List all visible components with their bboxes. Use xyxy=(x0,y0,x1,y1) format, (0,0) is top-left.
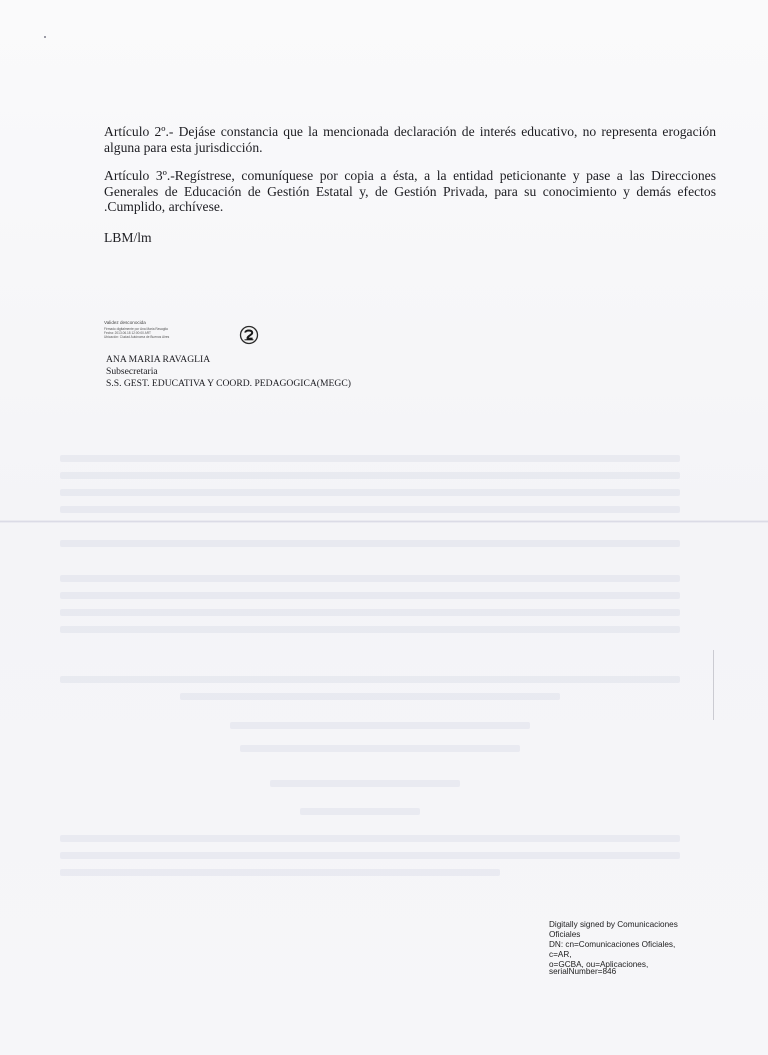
article-3-paragraph: Artículo 3º.-Regístrese, comuníquese por copia a ésta, a la entidad peticionante y pase a las Direcciones Generales de Educación de Gestión Estatal y, de Gestión Privada, para su conocimiento y demás efectos .Cumplido, archívese. xyxy=(104,168,716,214)
bleed-through-line xyxy=(300,808,420,815)
bleed-through-line xyxy=(60,506,680,513)
bleed-through-line xyxy=(60,626,680,633)
bleed-through-line xyxy=(60,676,680,683)
unknown-validity-icon xyxy=(238,324,260,346)
signature-validation-block xyxy=(104,320,214,339)
bleed-through-line xyxy=(230,722,530,729)
digsig-line: serialNumber=846 xyxy=(549,967,617,976)
digsig-line: Oficiales xyxy=(549,930,581,939)
bleed-through-line xyxy=(60,869,500,876)
bleed-through-line xyxy=(60,609,680,616)
paper-fold xyxy=(0,520,768,523)
digsig-line: Digitally signed by Comunicaciones xyxy=(549,920,678,929)
digsig-line: DN: cn=Comunicaciones Oficiales, c=AR, xyxy=(549,940,676,959)
bleed-through-line xyxy=(60,592,680,599)
scan-mark xyxy=(713,650,714,720)
bleed-through-line xyxy=(60,540,680,547)
digsig-line: o=GCBA, ou=Aplicaciones, xyxy=(549,960,649,969)
signer-role: Subsecretaria xyxy=(106,366,158,377)
validation-status: Validez desconocida xyxy=(104,320,146,325)
bleed-through-line xyxy=(60,852,680,859)
bleed-through-line xyxy=(240,745,520,752)
bleed-through-line xyxy=(60,835,680,842)
validation-line: Fecha: 2013.06.18 12:00:00 ART xyxy=(104,331,151,335)
bleed-through-line xyxy=(60,472,680,479)
signer-block xyxy=(106,354,351,390)
digital-signature-stamp xyxy=(549,920,699,976)
initials-reference: LBM/lm xyxy=(104,230,152,245)
bleed-through-line xyxy=(180,693,560,700)
article-2-paragraph: Artículo 2º.- Dejáse constancia que la mencionada declaración de interés educativo, no representa erogación alguna para esta jurisdicción. xyxy=(104,124,716,155)
bleed-through-line xyxy=(60,455,680,462)
signer-office: S.S. GEST. EDUCATIVA Y COORD. PEDAGOGICA(MEGC) xyxy=(106,378,351,389)
bleed-through-line xyxy=(270,780,460,787)
signer-name: ANA MARIA RAVAGLIA xyxy=(106,354,211,365)
validation-line: Ubicación: Ciudad Autónoma de Buenos Aires xyxy=(104,335,170,339)
bleed-through-line xyxy=(60,575,680,582)
validation-details xyxy=(104,327,214,339)
scan-mark xyxy=(44,36,46,38)
validation-line: Firmado digitalmente por Ana Maria Ravaglia xyxy=(104,327,168,331)
bleed-through-line xyxy=(60,489,680,496)
